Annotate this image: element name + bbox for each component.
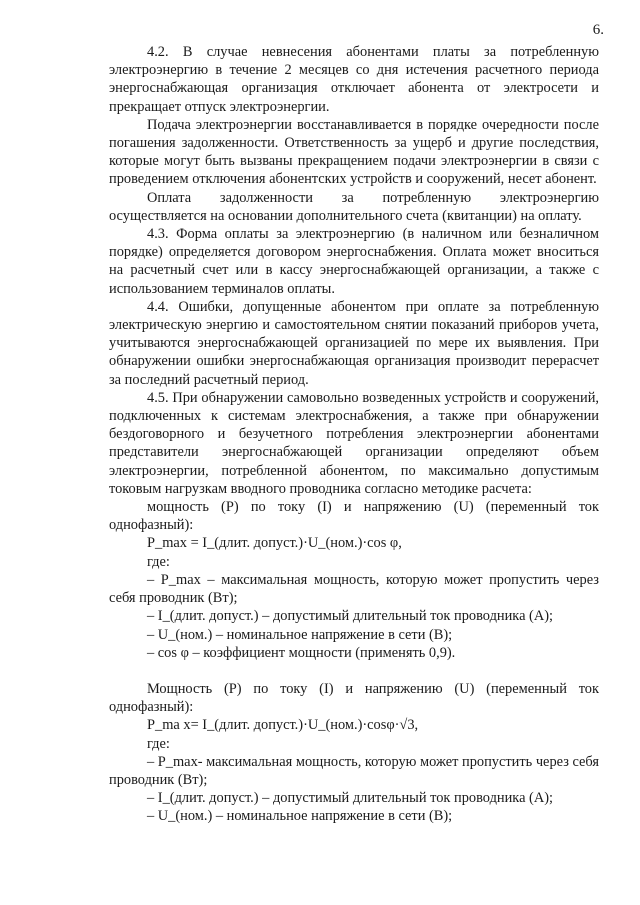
paragraph-4-5: 4.5. При обнаружении самовольно возведенных устройств и сооружений, подключенных к системам электроснабжения, а также при обнаружении бездоговорного и безучетного потребления электроэнергии абонентами представители энергоснабжающей организации определяют объем электроэнергии, потребленной абонентом, по максимально допустимым токовым нагрузкам вводного проводника согласно методике расчета: bbox=[109, 389, 599, 497]
definition-voltage: – U_(ном.) – номинальное напряжение в сети (В); bbox=[147, 626, 453, 643]
definition-pmax-2: – P_max- максимальная мощность, которую может пропустить через себя проводник (Вт); bbox=[109, 753, 600, 788]
document-body bbox=[109, 43, 599, 826]
where-label-2: где: bbox=[147, 735, 170, 752]
paragraph-4-4: 4.4. Ошибки, допущенные абонентом при оплате за потребленную электрическую энергию и самостоятельном снятии показаний приборов учета, учитываются энергоснабжающей организацией по мере их выявления. При обнаружении ошибки энергоснабжающая организация производит перерасчет за последний расчетный период. bbox=[109, 298, 599, 388]
definition-voltage-2: – U_(ном.) – номинальное напряжение в сети (В); bbox=[147, 808, 453, 825]
paragraph-4-3: 4.3. Форма оплаты за электроэнергию (в наличном или безналичном порядке) определяется договором энергоснабжения. Оплата может вноситься на расчетный счет или в кассу энергоснабжающей организации, а также с использованием терминалов оплаты. bbox=[109, 226, 599, 297]
page-number: 6. bbox=[592, 22, 604, 38]
definition-cos-phi: – cos φ – коэффициент мощности (применять 0,9). bbox=[147, 644, 456, 661]
definition-current-2: – I_(длит. допуст.) – допустимый длительный ток проводника (А); bbox=[147, 790, 554, 807]
paragraph-debt-payment: Оплата задолженности за потребленную электроэнергию осуществляется на основании дополнительного счета (квитанции) на оплату. bbox=[109, 189, 599, 224]
where-label: где: bbox=[147, 553, 170, 570]
definition-pmax: – P_max – максимальная мощность, которую может пропустить через себя проводник (Вт); bbox=[109, 571, 599, 607]
paragraph-power-second: Мощность (Р) по току (I) и напряжению (U) (переменный ток однофазный): bbox=[109, 680, 599, 716]
paragraph-power-single-phase: мощность (Р) по току (I) и напряжению (U) (переменный ток однофазный): bbox=[109, 499, 599, 534]
formula-pmax-three: P_ma x= I_(длит. допуст.)·U_(ном.)·cosφ·√3, bbox=[147, 717, 419, 734]
paragraph-power-restore: Подача электроэнергии восстанавливается в порядке очередности после погашения задолженности. Ответственность за ущерб и другие последствия, которые могут быть вызваны прекращением подачи электроэнергии в связи с проведением отключения абонентских устройств и сооружений, несет абонент. bbox=[109, 116, 599, 188]
definition-current: – I_(длит. допуст.) – допустимый длительный ток проводника (А); bbox=[147, 608, 554, 625]
paragraph-4-2: 4.2. В случае невнесения абонентами платы за потребленную электроэнергию в течение 2 месяцев со дня истечения расчетного периода энергоснабжающая организация отключает абонента от электросети и прекращает отпуск электроэнергии. bbox=[109, 44, 599, 115]
formula-pmax-single: P_max = I_(длит. допуст.)·U_(ном.)·cos φ, bbox=[147, 535, 402, 552]
